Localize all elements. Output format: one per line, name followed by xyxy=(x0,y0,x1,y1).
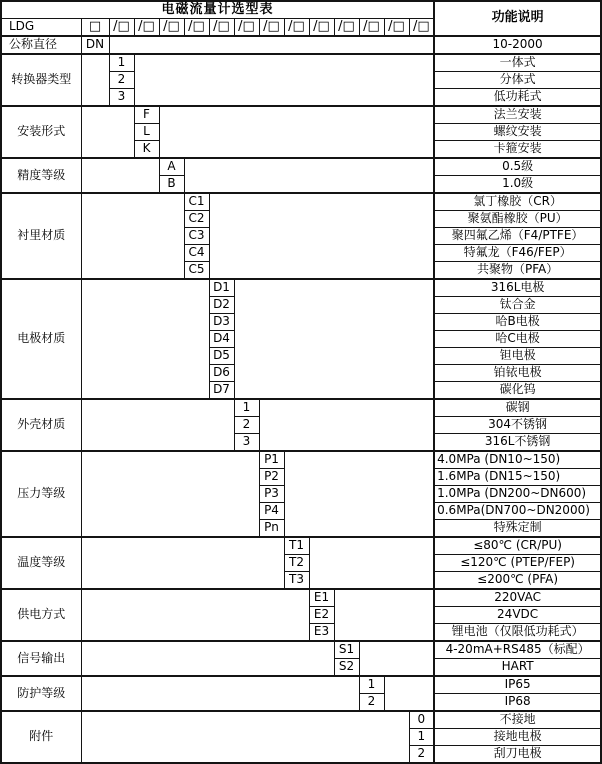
spacer-cell xyxy=(81,676,359,711)
converter-type-code: 1 xyxy=(109,54,134,72)
code-slot: /□ xyxy=(359,19,384,37)
spacer-cell xyxy=(309,537,434,589)
protection-desc: IP65 xyxy=(434,676,601,694)
code-slot: /□ xyxy=(234,19,259,37)
electrode-code: D4 xyxy=(209,331,234,348)
lining-desc: 特氟龙（F46/FEP） xyxy=(434,245,601,262)
lining-code: C3 xyxy=(184,228,209,245)
temperature-desc: ≤200℃ (PFA) xyxy=(434,572,601,590)
housing-code: 3 xyxy=(234,434,259,452)
code-slot: /□ xyxy=(109,19,134,37)
label-accessory: 附件 xyxy=(1,711,81,763)
code-slot: /□ xyxy=(284,19,309,37)
electrode-code: D7 xyxy=(209,382,234,400)
spacer-cell xyxy=(109,36,434,54)
installation-desc: 法兰安装 xyxy=(434,106,601,124)
lining-code: C4 xyxy=(184,245,209,262)
electrode-code: D1 xyxy=(209,279,234,297)
code-slot: /□ xyxy=(209,19,234,37)
lining-code: C2 xyxy=(184,211,209,228)
spacer-cell xyxy=(184,158,434,193)
label-pressure: 压力等级 xyxy=(1,451,81,537)
spacer-cell xyxy=(359,641,434,676)
signal-output-code: S2 xyxy=(334,659,359,677)
signal-output-desc: 4-20mA+RS485（标配） xyxy=(434,641,601,659)
pressure-code: Pn xyxy=(259,520,284,538)
housing-desc: 碳钢 xyxy=(434,399,601,417)
housing-code: 2 xyxy=(234,417,259,434)
temperature-code: T3 xyxy=(284,572,309,590)
spacer-cell xyxy=(259,399,434,451)
electrode-desc: 铂铱电极 xyxy=(434,365,601,382)
code-slot: /□ xyxy=(184,19,209,37)
pressure-code: P2 xyxy=(259,469,284,486)
accessory-code: 1 xyxy=(409,729,434,746)
power-supply-code: E1 xyxy=(309,589,334,607)
spacer-cell xyxy=(81,711,409,763)
spacer-cell xyxy=(134,54,434,106)
accuracy-code: B xyxy=(159,176,184,194)
label-nominal-diameter: 公称直径 xyxy=(1,36,81,54)
protection-code: 1 xyxy=(359,676,384,694)
installation-code: L xyxy=(134,124,159,141)
table-title: 电磁流量计选型表 xyxy=(1,1,434,19)
spacer-cell xyxy=(81,537,284,589)
accuracy-desc: 1.0级 xyxy=(434,176,601,194)
spacer-cell xyxy=(81,279,209,399)
protection-desc: IP68 xyxy=(434,694,601,712)
pressure-code: P1 xyxy=(259,451,284,469)
label-protection: 防护等级 xyxy=(1,676,81,711)
label-lining: 衬里材质 xyxy=(1,193,81,279)
label-temperature: 温度等级 xyxy=(1,537,81,589)
code-slot: /□ xyxy=(384,19,409,37)
diameter-desc: 10-2000 xyxy=(434,36,601,54)
electrode-desc: 哈C电极 xyxy=(434,331,601,348)
pressure-code: P4 xyxy=(259,503,284,520)
accessory-desc: 接地电极 xyxy=(434,729,601,746)
spacer-cell xyxy=(81,193,184,279)
temperature-code: T1 xyxy=(284,537,309,555)
label-power-supply: 供电方式 xyxy=(1,589,81,641)
converter-type-desc: 一体式 xyxy=(434,54,601,72)
code-slot: /□ xyxy=(159,19,184,37)
temperature-desc: ≤80℃ (CR/PU) xyxy=(434,537,601,555)
lining-desc: 共聚物（PFA） xyxy=(434,262,601,280)
code-slot: /□ xyxy=(334,19,359,37)
label-accuracy: 精度等级 xyxy=(1,158,81,193)
pressure-desc: 0.6MPa(DN700~DN2000) xyxy=(434,503,601,520)
temperature-desc: ≤120℃ (PTEP/FEP) xyxy=(434,555,601,572)
protection-code: 2 xyxy=(359,694,384,712)
electrode-desc: 钽电极 xyxy=(434,348,601,365)
pressure-code: P3 xyxy=(259,486,284,503)
signal-output-desc: HART xyxy=(434,659,601,677)
label-installation: 安装形式 xyxy=(1,106,81,158)
temperature-code: T2 xyxy=(284,555,309,572)
spacer-cell xyxy=(209,193,434,279)
housing-desc: 304不锈钢 xyxy=(434,417,601,434)
power-supply-desc: 220VAC xyxy=(434,589,601,607)
label-converter-type: 转换器类型 xyxy=(1,54,81,106)
code-slot: /□ xyxy=(409,19,434,37)
code-slot: /□ xyxy=(259,19,284,37)
converter-type-code: 2 xyxy=(109,72,134,89)
electrode-desc: 哈B电极 xyxy=(434,314,601,331)
spacer-cell xyxy=(384,676,434,711)
accuracy-desc: 0.5级 xyxy=(434,158,601,176)
code-slot: /□ xyxy=(309,19,334,37)
electrode-desc: 碳化钨 xyxy=(434,382,601,400)
converter-type-desc: 低功耗式 xyxy=(434,89,601,107)
spacer-cell xyxy=(234,279,434,399)
electrode-code: D3 xyxy=(209,314,234,331)
accessory-code: 2 xyxy=(409,746,434,764)
spacer-cell xyxy=(81,451,259,537)
spacer-cell xyxy=(81,399,234,451)
electrode-code: D5 xyxy=(209,348,234,365)
installation-desc: 螺纹安装 xyxy=(434,124,601,141)
accessory-code: 0 xyxy=(409,711,434,729)
electrode-desc: 钛合金 xyxy=(434,297,601,314)
lining-desc: 氯丁橡胶（CR） xyxy=(434,193,601,211)
converter-type-code: 3 xyxy=(109,89,134,107)
lining-desc: 聚四氟乙烯（F4/PTFE） xyxy=(434,228,601,245)
installation-code: F xyxy=(134,106,159,124)
spacer-cell xyxy=(81,641,334,676)
power-supply-code: E3 xyxy=(309,624,334,642)
function-header: 功能说明 xyxy=(434,1,601,36)
code-slot: /□ xyxy=(134,19,159,37)
accessory-desc: 刮刀电极 xyxy=(434,746,601,764)
pressure-desc: 特殊定制 xyxy=(434,520,601,538)
pressure-desc: 1.0MPa (DN200~DN600) xyxy=(434,486,601,503)
pressure-desc: 1.6MPa (DN15~150) xyxy=(434,469,601,486)
accessory-desc: 不接地 xyxy=(434,711,601,729)
signal-output-code: S1 xyxy=(334,641,359,659)
spacer-cell xyxy=(81,54,109,106)
converter-type-desc: 分体式 xyxy=(434,72,601,89)
label-electrode: 电极材质 xyxy=(1,279,81,399)
spacer-cell xyxy=(81,158,159,193)
spacer-cell xyxy=(334,589,434,641)
lining-desc: 聚氨酯橡胶（PU） xyxy=(434,211,601,228)
spacer-cell xyxy=(81,589,309,641)
pressure-desc: 4.0MPa (DN10~150) xyxy=(434,451,601,469)
electrode-desc: 316L电极 xyxy=(434,279,601,297)
installation-code: K xyxy=(134,141,159,159)
diameter-code: DN xyxy=(81,36,109,54)
housing-code: 1 xyxy=(234,399,259,417)
spacer-cell xyxy=(284,451,434,537)
power-supply-desc: 锂电池（仅限低功耗式） xyxy=(434,624,601,642)
installation-desc: 卡箍安装 xyxy=(434,141,601,159)
code-box: □ xyxy=(81,19,109,37)
spacer-cell xyxy=(81,106,134,158)
housing-desc: 316L不锈钢 xyxy=(434,434,601,452)
lining-code: C1 xyxy=(184,193,209,211)
model-prefix-label: LDG xyxy=(1,19,81,37)
lining-code: C5 xyxy=(184,262,209,280)
power-supply-desc: 24VDC xyxy=(434,607,601,624)
power-supply-code: E2 xyxy=(309,607,334,624)
spacer-cell xyxy=(159,106,434,158)
label-housing: 外壳材质 xyxy=(1,399,81,451)
accuracy-code: A xyxy=(159,158,184,176)
electrode-code: D6 xyxy=(209,365,234,382)
label-signal-output: 信号输出 xyxy=(1,641,81,676)
electrode-code: D2 xyxy=(209,297,234,314)
